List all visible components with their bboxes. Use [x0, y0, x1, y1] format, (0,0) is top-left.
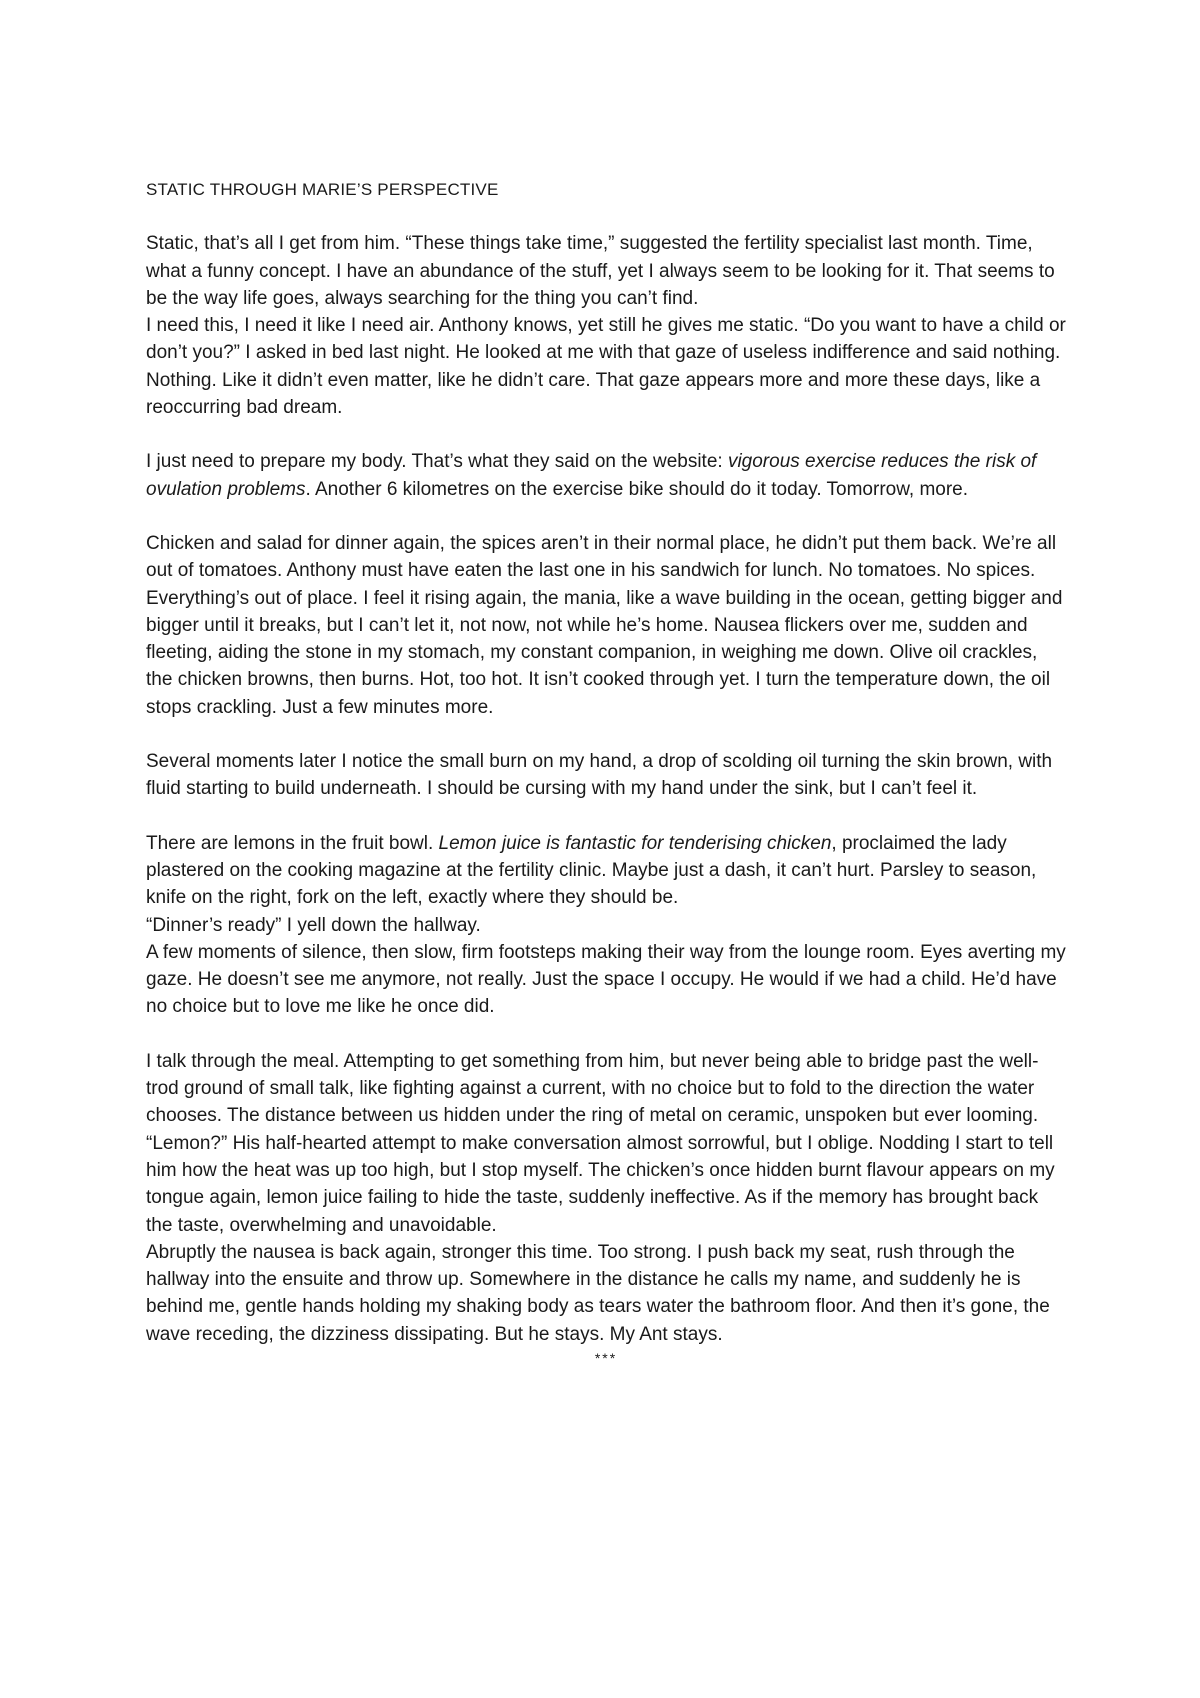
- paragraph-3-text-b: . Another 6 kilometres on the exercise bike should do it today. Tomorrow, more.: [305, 478, 969, 500]
- paragraph-gap: [146, 803, 1066, 830]
- paragraph-3-text-a: I just need to prepare my body. That’s what they said on the website:: [146, 451, 728, 473]
- paragraph-gap: [146, 1021, 1066, 1048]
- paragraph-6-italic-quote: Lemon juice is fantastic for tenderising chicken: [438, 832, 832, 854]
- paragraph-3-italic-quote: vigorous exercise reduces the risk of ovulation problems: [146, 451, 1037, 500]
- paragraph-6: [146, 830, 1066, 912]
- paragraph-9: I talk through the meal. Attempting to get something from him, but never being able to bridge past the well-trod ground of small talk, like fighting against a current, with no choice but to fold to the direction the water chooses. The distance between us hidden under the ring of metal on ceramic, unspoken but ever looming.: [146, 1050, 1039, 1127]
- section-separator: ***: [594, 1349, 618, 1366]
- paragraph-gap: [146, 721, 1066, 748]
- paragraph-5: Several moments later I notice the small burn on my hand, a drop of scolding oil turning the skin brown, with fluid starting to build underneath. I should be cursing with my hand under the sink, but I can’t feel it.: [146, 751, 1053, 800]
- document-title: STATIC THROUGH MARIE’S PERSPECTIVE: [146, 180, 499, 199]
- paragraph-4: Chicken and salad for dinner again, the spices aren’t in their normal place, he didn’t put them back. We’re all out of tomatoes. Anthony must have eaten the last one in his sandwich for lunch. No tomatoes. No spices. Everything’s out of place. I feel it rising again, the mania, like a wave building in the ocean, getting bigger and bigger until it breaks, but I can’t let it, not now, not while he’s home. Nausea flickers over me, sudden and fleeting, aiding the stone in my stomach, my constant companion, in weighing me down. Olive oil crackles, the chicken browns, then burns. Hot, too hot. It isn’t cooked through yet. I turn the temperature down, the oil stops crackling. Just a few minutes more.: [146, 532, 1063, 718]
- paragraph-2: I need this, I need it like I need air. Anthony knows, yet still he gives me static. “Do you want to have a child or don’t you?” I asked in bed last night. He looked at me with that gaze of useless indifference and said nothing. Nothing. Like it didn’t even matter, like he didn’t care. That gaze appears more and more these days, like a reoccurring bad dream.: [146, 315, 1066, 419]
- document-body: [146, 176, 1066, 1368]
- paragraph-11: Abruptly the nausea is back again, stronger this time. Too strong. I push back my seat, rush through the hallway into the ensuite and throw up. Somewhere in the distance he calls my name, and suddenly he is behind me, gentle hands holding my shaking body as tears water the bathroom floor. And then it’s gone, the wave receding, the dizziness dissipating. But he stays. My Ant stays.: [146, 1241, 1050, 1345]
- paragraph-8: A few moments of silence, then slow, firm footsteps making their way from the lounge room. Eyes averting my gaze. He doesn’t see me anymore, not really. Just the space I occupy. He would if we had a child. He’d have no choice but to love me like he once did.: [146, 941, 1066, 1018]
- paragraph-gap: [146, 503, 1066, 530]
- paragraph-1: Static, that’s all I get from him. “These things take time,” suggested the fertility specialist last month. Time, what a funny concept. I have an abundance of the stuff, yet I always seem to be looking for it. That seems to be the way life goes, always searching for the thing you can’t find.: [146, 233, 1055, 309]
- paragraph-6-text-a: There are lemons in the fruit bowl.: [146, 832, 439, 854]
- paragraph-10: “Lemon?” His half-hearted attempt to make conversation almost sorrowful, but I oblige. Nodding I start to tell him how the heat was up too high, but I stop myself. The chicken’s once hidden burnt flavour appears on my tongue again, lemon juice failing to hide the taste, suddenly ineffective. As if the memory has brought back the taste, overwhelming and unavoidable.: [146, 1132, 1055, 1236]
- paragraph-7: “Dinner’s ready” I yell down the hallway.: [146, 914, 481, 936]
- paragraph-gap: [146, 421, 1066, 448]
- paragraph-3: [146, 448, 1066, 503]
- paragraph-6-text-b: , proclaimed the lady plastered on the cooking magazine at the fertility clinic. Maybe just a dash, it can’t hurt. Parsley to season, knife on the right, fork on the left, exactly where they should be.: [146, 832, 1037, 909]
